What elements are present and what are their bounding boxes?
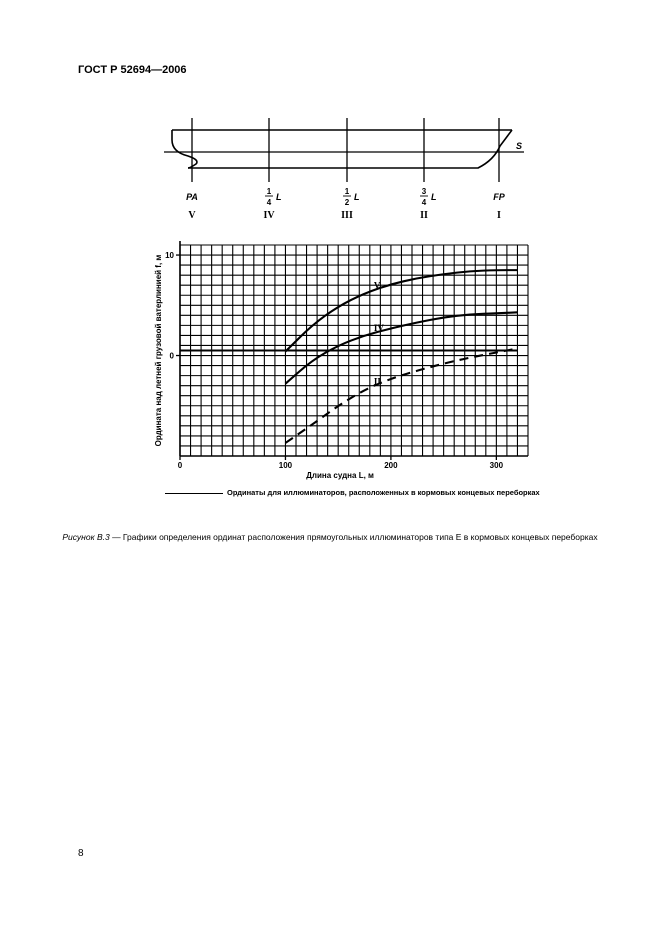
station-three-quarter-label <box>420 187 437 207</box>
x-tick-label: 300 <box>489 461 504 470</box>
station-lines <box>192 118 499 182</box>
ship-hull <box>172 130 512 168</box>
y-tick-label: 10 <box>165 251 174 261</box>
legend-text: Ординаты для иллюминаторов, расположенных в кормовых концевых переборках <box>227 488 540 497</box>
series-label-v: V <box>373 280 381 291</box>
figure-label: Рисунок В.3 <box>62 532 110 542</box>
x-tick-label: 100 <box>278 461 293 470</box>
y-axis-label: Ордината над летней грузовой ватерлинией f, м <box>154 254 163 447</box>
series-label-ii: II <box>373 376 381 387</box>
x-axis-label: Длина судна L, м <box>306 471 374 480</box>
roman-label-v: V <box>188 210 196 221</box>
roman-label-iv: IV <box>263 210 275 221</box>
figure-caption-text: — Графики определения ординат расположения прямоугольных иллюминаторов типа Е в кормовых концевых переборках <box>109 532 598 542</box>
fraction-numerator: 1 <box>344 187 350 196</box>
document-header: ГОСТ Р 52694—2006 <box>78 64 187 76</box>
fraction-numerator: 3 <box>421 187 427 196</box>
station-half-label <box>343 187 360 207</box>
legend-solid-line-swatch <box>165 493 223 494</box>
x-tick-label: 0 <box>177 461 183 470</box>
figure-caption <box>60 531 600 543</box>
y-tick-label: 0 <box>169 351 174 361</box>
fraction-denominator: 2 <box>344 198 350 207</box>
series-label-iv: IV <box>373 323 384 334</box>
station-fp-label: FP <box>493 192 505 202</box>
station-quarter-label <box>265 187 282 207</box>
roman-label-iii: III <box>341 210 353 221</box>
fraction-denominator: 4 <box>266 198 272 207</box>
fraction-letter: L <box>354 192 360 202</box>
roman-label-i: I <box>497 210 501 221</box>
page-number: 8 <box>78 848 84 859</box>
fraction-letter: L <box>276 192 282 202</box>
x-tick-label: 200 <box>384 461 398 470</box>
fraction-denominator: 4 <box>421 198 427 207</box>
ordinate-chart <box>0 235 661 485</box>
station-pa-label: PA <box>186 192 198 202</box>
fraction-letter: L <box>431 192 437 202</box>
s-label: S <box>516 141 523 151</box>
fraction-numerator: 1 <box>266 187 272 196</box>
roman-label-ii: II <box>420 210 428 221</box>
